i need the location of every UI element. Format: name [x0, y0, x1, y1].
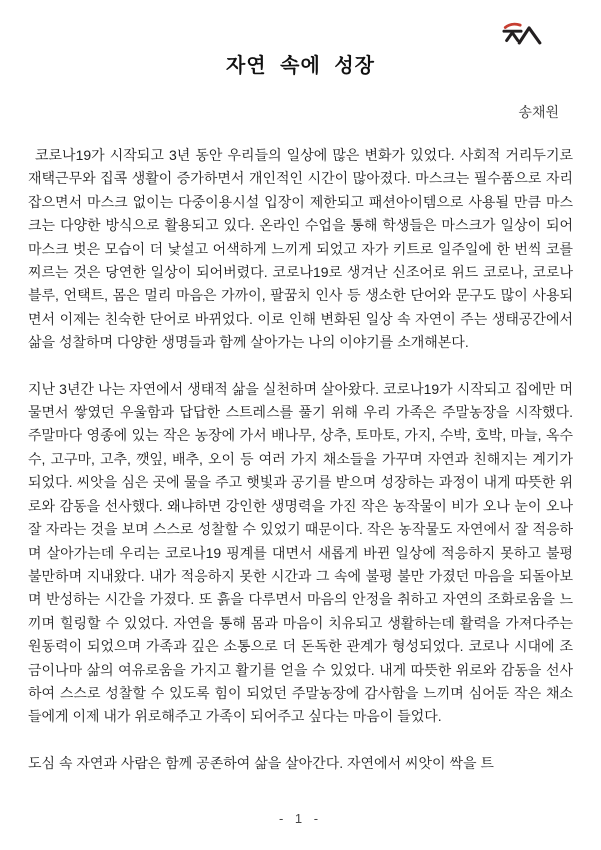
- cs-mountain-mark-icon: [501, 20, 545, 48]
- paragraph-2: 지난 3년간 나는 자연에서 생태적 삶을 실천하며 살아왔다. 코로나19가 시작되고 집에만 머물면서 쌓였던 우울함과 답답한 스트레스를 풀기 위해 우리 가족은 주말농장을 시작했다. 주말마다 영종에 있는 작은 농장에 가서 배나무, 상추, 토마토, 가지, 수박, 호박, 마늘, 옥수수, 고구마, 고추, 깻잎, 배추, 오이 등 여러 가지 채소들을 가꾸며 자연과 친해지는 계기가 되었다. 씨앗을 심은 곳에 물을 주고 햇빛과 공기를 받으며 성장하는 과정이 내게 따뜻한 위로와 감동을 선사했다. 왜냐하면 강인한 생명력을 가진 작은 농작물이 비가 오나 눈이 오나 잘 자라는 것을 보며 스스로 성찰할 수 있었기 때문이다. 작은 농작물도 자연에서 잘 적응하며 살아가는데 우리는 코로나19 핑계를 대면서 새롭게 바뀐 일상에 적응하지 못하고 불평 불만하며 지내왔다. 내가 적응하지 못한 시간과 그 속에 불평 불만 가졌던 마음을 되돌아보며 반성하는 시간을 가졌다. 또 흙을 다루면서 마음의 안정을 취하고 자연의 조화로움을 느끼며 힐링할 수 있었다. 자연을 통해 몸과 마음이 치유되고 생활하는데 활력을 가져다주는 원동력이 되었으며 가족과 깊은 소통으로 더 돈독한 관계가 형성되었다. 코로나 시대에 조금이나마 삶의 여유로움을 가지고 활기를 얻을 수 있었다. 내게 따뜻한 위로와 감동을 선사하여 스스로 성찰할 수 있도록 힘이 되었던 주말농장에 감사함을 느끼며 심어둔 작은 채소들에게 이제 내가 위로해주고 가족이 되어주고 싶다는 마음이 들었다.: [28, 380, 573, 725]
- paragraph-1: 코로나19가 시작되고 3년 동안 우리들의 일상에 많은 변화가 있었다. 사회적 거리두기로 재택근무와 집콕 생활이 증가하면서 개인적인 시간이 많아졌다. 마스크는 필수품으로 자리 잡으면서 마스크 없이는 다중이용시설 입장이 제한되고 패션아이템으로 사용될 만큼 마스크는 다양한 방식으로 활용되고 있다. 온라인 수업을 통해 학생들은 마스크가 일상이 되어 마스크 벗은 모습이 더 낯설고 어색하게 느끼게 되었고 자가 키트로 일주일에 한 번씩 코를 찌르는 것은 당연한 일상이 되어버렸다. 코로나19로 생겨난 신조어로 위드 코로나, 코로나 블루, 언택트, 몸은 멀리 마음은 가까이, 팔꿈치 인사 등 생소한 단어와 문구도 많이 사용되면서 이제는 친숙한 단어로 바뀌었다. 이로 인해 변화된 일상 속 자연이 주는 생태공간에서 삶을 성찰하며 다양한 생명들과 함께 살아가는 나의 이야기를 소개해본다.: [28, 147, 573, 351]
- header-logo-area: [28, 20, 573, 48]
- page-title: 자연 속에 성장: [225, 55, 376, 77]
- author-name: 송채원: [518, 104, 559, 120]
- page-number: - 1 -: [278, 811, 323, 826]
- paragraph-3: 도심 속 자연과 사람은 함께 공존하여 삶을 살아간다. 자연에서 씨앗이 싹을 트: [28, 754, 494, 771]
- document-body: [28, 144, 573, 775]
